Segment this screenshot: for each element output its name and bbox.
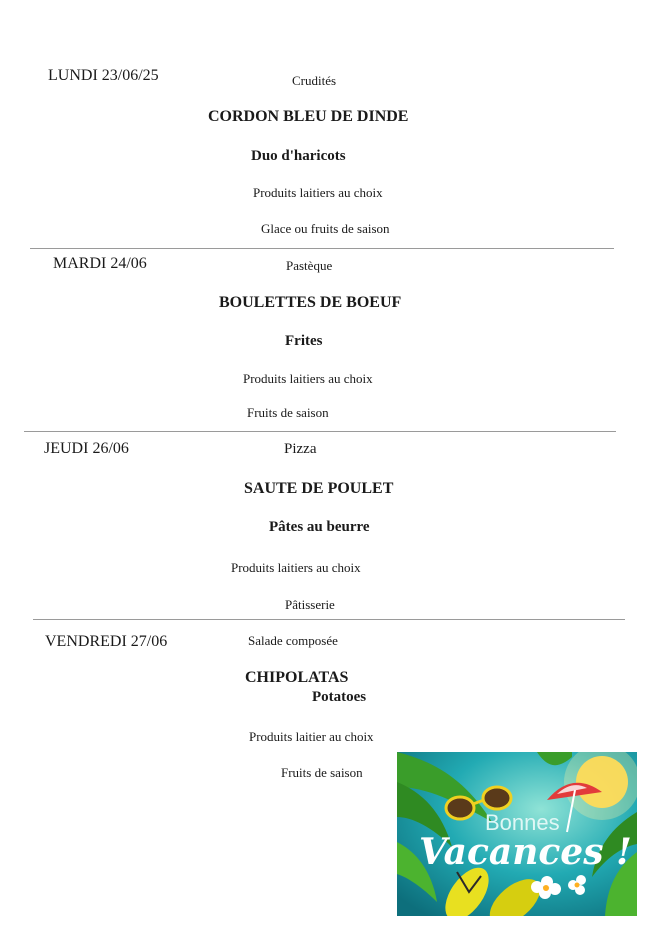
main-dish-friday: CHIPOLATAS — [245, 669, 349, 686]
entree-tuesday: Pastèque — [286, 258, 333, 273]
side-dish-friday: Potatoes — [312, 689, 367, 705]
dessert-tuesday: Fruits de saison — [247, 405, 329, 420]
vacances-text: Vacances ! — [419, 831, 632, 873]
bonnes-text: Bonnes — [485, 810, 560, 835]
bonnes-vacances-image — [397, 752, 637, 916]
separator-line — [24, 431, 616, 432]
dessert-monday: Glace ou fruits de saison — [261, 221, 390, 236]
main-dish-tuesday: BOULETTES DE BOEUF — [219, 294, 402, 311]
dairy-friday: Produits laitier au choix — [249, 729, 374, 744]
dairy-monday: Produits laitiers au choix — [253, 185, 383, 200]
day-date-tuesday: MARDI 24/06 — [53, 255, 147, 272]
side-dish-tuesday: Frites — [285, 333, 323, 349]
day-date-thursday: JEUDI 26/06 — [44, 440, 129, 457]
day-date-monday: LUNDI 23/06/25 — [48, 67, 159, 84]
main-dish-monday: CORDON BLEU DE DINDE — [208, 108, 409, 125]
main-dish-thursday: SAUTE DE POULET — [244, 480, 394, 497]
side-dish-monday: Duo d'haricots — [251, 148, 346, 164]
day-date-friday: VENDREDI 27/06 — [45, 633, 168, 650]
dessert-thursday: Pâtisserie — [285, 597, 335, 612]
entree-monday: Crudités — [292, 73, 337, 88]
entree-friday: Salade composée — [248, 633, 338, 648]
entree-thursday: Pizza — [284, 441, 317, 457]
separator-line — [30, 248, 614, 249]
dairy-thursday: Produits laitiers au choix — [231, 560, 361, 575]
dessert-friday: Fruits de saison — [281, 765, 363, 780]
separator-line — [33, 619, 625, 620]
side-dish-thursday: Pâtes au beurre — [269, 519, 370, 535]
dairy-tuesday: Produits laitiers au choix — [243, 371, 373, 386]
